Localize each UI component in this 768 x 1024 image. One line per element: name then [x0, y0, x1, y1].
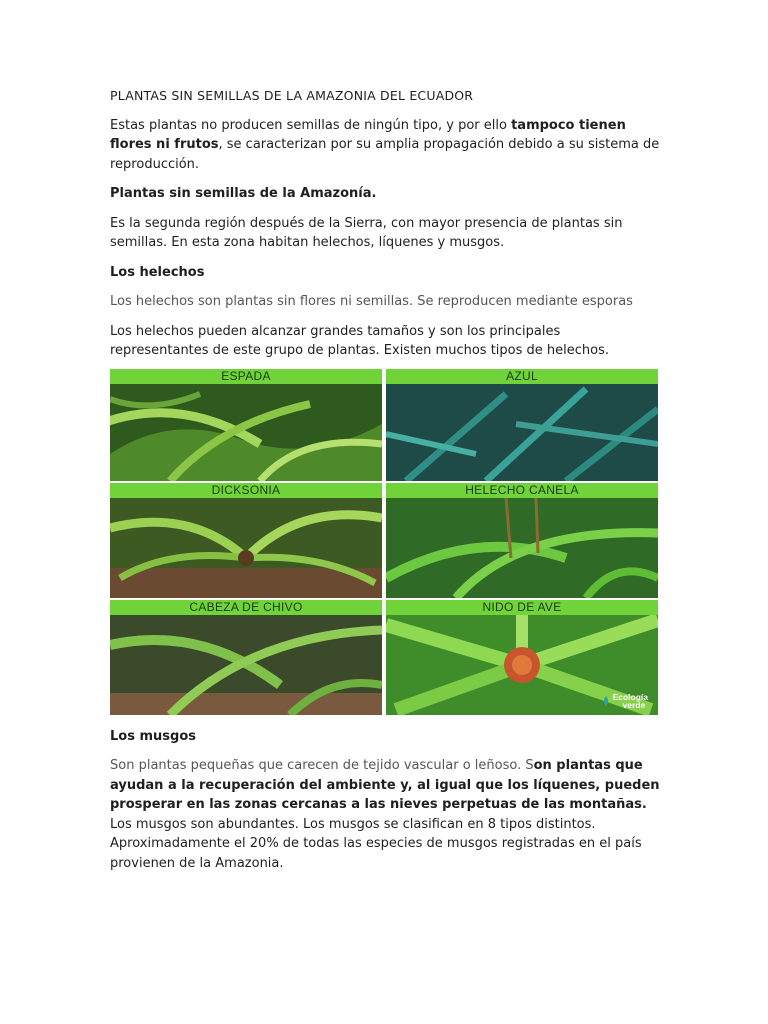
- ferns-definition: Los helechos son plantas sin flores ni semillas. Se reproducen mediante esporas: [110, 294, 633, 309]
- fern-photo-helecho-canela: [386, 498, 658, 598]
- fern-cell-dicksonia: [110, 483, 382, 598]
- amazon-subtitle: Plantas sin semillas de la Amazonía.: [110, 186, 377, 201]
- fern-label: ESPADA: [110, 369, 382, 384]
- fern-photo-dicksonia: [110, 498, 382, 598]
- fern-cell-helecho-canela: [386, 483, 658, 598]
- fern-label: HELECHO CANELA: [386, 483, 658, 498]
- fern-cell-espada: [110, 369, 382, 481]
- ecologia-verde-logo: [602, 693, 648, 709]
- fern-cell-cabeza-de-chivo: [110, 600, 382, 715]
- fern-photo-espada: [110, 384, 382, 481]
- document-title: PLANTAS SIN SEMILLAS DE LA AMAZONIA DEL ECUADOR: [110, 88, 474, 103]
- fern-photo-cabeza-de-chivo: [110, 615, 382, 715]
- fern-label: NIDO DE AVE: [386, 600, 658, 615]
- intro-text-bold: tampoco tienen flores ni frutos: [110, 117, 626, 152]
- fern-cell-azul: [386, 369, 658, 481]
- logo-line-2: verde: [622, 699, 646, 710]
- mosses-text-3: Los musgos son abundantes. Los musgos se clasifican en 8 tipos distintos. Aproximadamente el 20% de todas las especies de musgos registradas en el país provienen de la Amazonia.: [110, 816, 642, 871]
- ferns-heading: Los helechos: [110, 264, 205, 280]
- region-paragraph: Es la segunda región después de la Sierra, con mayor presencia de plantas sin semillas. En esta zona habitan helechos, líquenes y musgos.: [110, 215, 623, 250]
- fern-label: CABEZA DE CHIVO: [110, 600, 382, 615]
- fern-cell-nido-de-ave: [386, 600, 658, 715]
- logo-line-1: Ecología: [612, 691, 648, 702]
- document-content: [110, 86, 660, 873]
- intro-paragraph: [110, 116, 660, 175]
- fern-types-image-grid: [110, 369, 658, 715]
- intro-text-1: Estas plantas no producen semillas de ningún tipo, y por ello: [110, 117, 512, 133]
- mosses-text-bold: on plantas que ayudan a la recuperación del ambiente y, al igual que los líquenes, pueden prosperar en las zonas cercanas a las nieves perpetuas de las montañas.: [110, 758, 660, 812]
- ferns-description: Los helechos pueden alcanzar grandes tamaños y son los principales representantes de este grupo de plantas. Existen muchos tipos de helechos.: [110, 323, 609, 358]
- leaf-icon: [602, 696, 610, 706]
- mosses-paragraph: [110, 756, 660, 873]
- fern-label: AZUL: [386, 369, 658, 384]
- fern-photo-azul: [386, 384, 658, 481]
- mosses-heading: Los musgos: [110, 728, 196, 744]
- mosses-text-1: Son plantas pequeñas que carecen de tejido vascular o leñoso. S: [110, 758, 534, 773]
- intro-text-3: , se caracterizan por su amplia propagación debido a su sistema de reproducción.: [110, 137, 660, 172]
- fern-label: DICKSONIA: [110, 483, 382, 498]
